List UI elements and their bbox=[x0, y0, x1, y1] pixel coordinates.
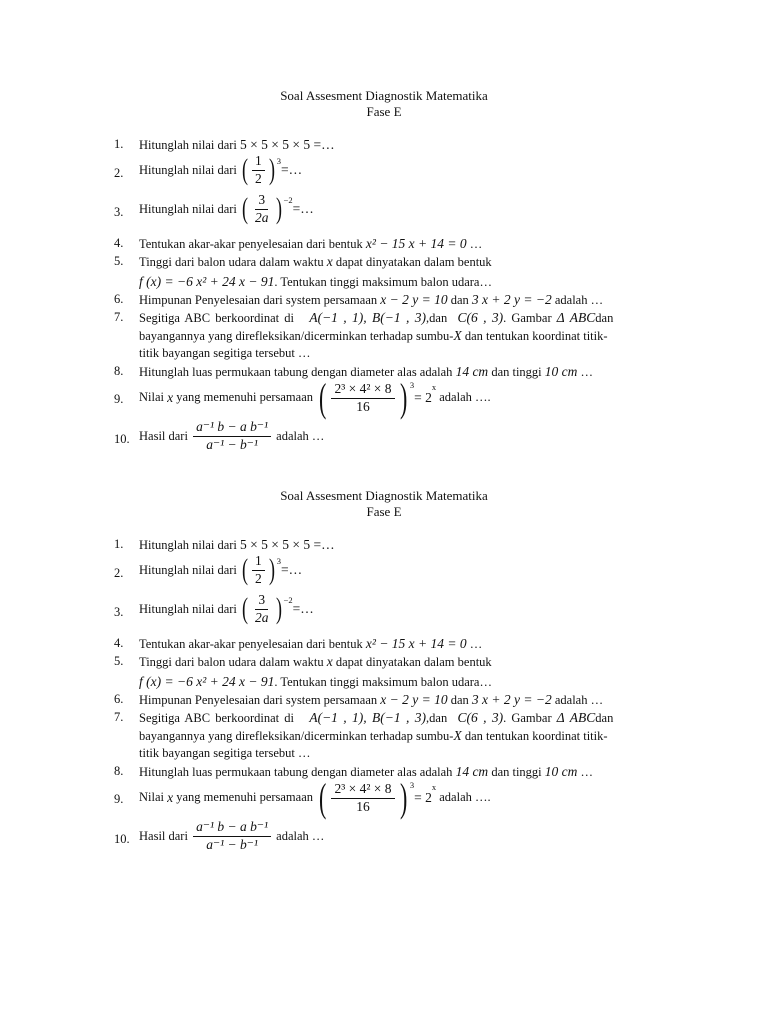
fraction-numerator: 2³ × 4² × 8 bbox=[331, 782, 394, 799]
math-expression: x − 2 y = 10 bbox=[380, 692, 448, 707]
question-number: 3. bbox=[114, 605, 124, 619]
math-expression: 5 × 5 × 5 × 5 =… bbox=[240, 137, 335, 152]
question-number: 5. bbox=[114, 654, 124, 668]
exponent: 3 bbox=[409, 380, 415, 390]
question-text: Hitunglah luas permukaan tabung dengan diameter alas adalah bbox=[139, 765, 453, 779]
math-expression: 5 × 5 × 5 × 5 =… bbox=[240, 537, 335, 552]
variable: x bbox=[326, 254, 333, 269]
question-text: dan tentukan koordinat titik- bbox=[461, 729, 608, 743]
question-text: adalah …. bbox=[439, 790, 491, 805]
math-expression: f (x) = −6 x² + 24 x − 91 bbox=[139, 274, 275, 289]
page-subtitle: Fase E bbox=[366, 104, 402, 119]
question-number: 6. bbox=[114, 292, 124, 306]
question-text: Himpunan Penyelesaian dari system persamaan bbox=[139, 293, 378, 307]
fraction-numerator: 3 bbox=[255, 593, 268, 610]
question-number: 7. bbox=[114, 310, 124, 324]
math-expression: x² − 15 x + 14 = 0 bbox=[365, 636, 467, 651]
math-expression: =… bbox=[281, 161, 303, 177]
fraction-denominator: 2a bbox=[255, 609, 269, 625]
question-text: dan tinggi bbox=[491, 765, 542, 779]
fraction-numerator: a⁻¹ b − a b⁻¹ bbox=[193, 820, 271, 837]
question-text: Tinggi dari balon udara dalam waktu bbox=[139, 655, 324, 669]
page-subtitle: Fase E bbox=[366, 504, 402, 519]
question-text: Hasil dari bbox=[139, 828, 188, 843]
math-expression: 3 x + 2 y = −2 bbox=[471, 292, 552, 307]
fraction-denominator: a⁻¹ − b⁻¹ bbox=[206, 436, 258, 452]
question-text: Hitunglah nilai dari bbox=[139, 562, 237, 577]
question-text: Segitiga ABC berkoordinat di bbox=[139, 711, 294, 725]
math-expression: A(−1 , 1), B(−1 , 3) bbox=[309, 710, 427, 725]
fraction-denominator: a⁻¹ − b⁻¹ bbox=[206, 836, 258, 852]
math-expression: 10 cm bbox=[544, 764, 578, 779]
question-text: Hitunglah nilai dari bbox=[139, 601, 237, 616]
question-number: 10. bbox=[114, 432, 130, 446]
question-text: dan tentukan koordinat titik- bbox=[461, 329, 608, 343]
question-text: dan bbox=[595, 711, 614, 725]
question-text: yang memenuhi persamaan bbox=[176, 390, 314, 405]
math-expression: = 2 bbox=[414, 389, 432, 405]
question-number: 2. bbox=[114, 566, 124, 580]
math-expression: =… bbox=[292, 200, 314, 216]
question-text: Hitunglah nilai dari bbox=[139, 162, 237, 177]
question-number: 8. bbox=[114, 764, 124, 778]
question-text: Tentukan akar-akar penyelesaian dari bentuk bbox=[139, 637, 363, 651]
question-text: dan tinggi bbox=[491, 365, 542, 379]
question-text: yang memenuhi persamaan bbox=[176, 790, 314, 805]
fraction-numerator: 1 bbox=[252, 154, 265, 171]
variable: X bbox=[453, 728, 462, 743]
question-number: 7. bbox=[114, 710, 124, 724]
question-text: adalah … bbox=[276, 428, 325, 443]
page-title: Soal Assesment Diagnostik Matematika bbox=[280, 488, 488, 503]
question-number: 4. bbox=[114, 636, 124, 650]
question-text: titik bayangan segitiga tersebut … bbox=[139, 346, 311, 360]
question-text: ,dan bbox=[426, 311, 448, 325]
question-text: Nilai bbox=[139, 790, 164, 805]
question-text: Hitunglah luas permukaan tabung dengan diameter alas adalah bbox=[139, 365, 453, 379]
question-number: 9. bbox=[114, 792, 124, 806]
exponent: 3 bbox=[276, 156, 282, 166]
question-text: adalah … bbox=[554, 293, 604, 307]
math-expression: Δ ABC bbox=[556, 710, 596, 725]
math-expression: = 2 bbox=[414, 789, 432, 805]
fraction-numerator: 3 bbox=[255, 193, 268, 210]
math-expression: 10 cm bbox=[544, 364, 578, 379]
question-number: 5. bbox=[114, 254, 124, 268]
question-text: . Tentukan tinggi maksimum balon udara… bbox=[274, 675, 492, 689]
math-expression: 3 x + 2 y = −2 bbox=[471, 692, 552, 707]
ellipsis: … bbox=[466, 237, 483, 251]
fraction-numerator: 1 bbox=[252, 554, 265, 571]
question-text: dan bbox=[450, 693, 469, 707]
variable: X bbox=[453, 328, 462, 343]
ellipsis: … bbox=[466, 637, 483, 651]
question-number: 1. bbox=[114, 537, 124, 551]
math-expression: x − 2 y = 10 bbox=[380, 292, 448, 307]
question-text: Tinggi dari balon udara dalam waktu bbox=[139, 255, 324, 269]
math-expression: =… bbox=[281, 561, 303, 577]
question-number: 1. bbox=[114, 137, 124, 151]
exponent: 3 bbox=[409, 780, 415, 790]
page-title: Soal Assesment Diagnostik Matematika bbox=[280, 88, 488, 103]
question-text: adalah … bbox=[276, 828, 325, 843]
question-number: 2. bbox=[114, 166, 124, 180]
math-expression: C(6 , 3) bbox=[457, 310, 504, 325]
exponent: x bbox=[431, 782, 437, 792]
question-number: 10. bbox=[114, 832, 130, 846]
question-text: titik bayangan segitiga tersebut … bbox=[139, 746, 311, 760]
question-number: 8. bbox=[114, 364, 124, 378]
question-text: dan bbox=[450, 293, 469, 307]
exponent: −2 bbox=[283, 595, 293, 605]
question-text: . Gambar bbox=[503, 311, 552, 325]
exponent: x bbox=[431, 382, 437, 392]
fraction-denominator: 16 bbox=[356, 398, 370, 414]
fraction-numerator: a⁻¹ b − a b⁻¹ bbox=[193, 420, 271, 437]
exponent: −2 bbox=[283, 195, 293, 205]
question-text: dan bbox=[595, 311, 614, 325]
fraction-denominator: 2 bbox=[255, 170, 262, 186]
variable: x bbox=[167, 789, 174, 805]
math-expression: Δ ABC bbox=[556, 310, 596, 325]
question-text: Segitiga ABC berkoordinat di bbox=[139, 311, 294, 325]
math-expression: x² − 15 x + 14 = 0 bbox=[365, 236, 467, 251]
math-expression: A(−1 , 1), B(−1 , 3) bbox=[309, 310, 427, 325]
fraction-denominator: 16 bbox=[356, 798, 370, 814]
question-text: adalah …. bbox=[439, 390, 491, 405]
question-text: bayangannya yang direfleksikan/dicerminkan terhadap sumbu- bbox=[139, 329, 454, 343]
question-text: ,dan bbox=[426, 711, 448, 725]
question-number: 6. bbox=[114, 692, 124, 706]
question-text: dapat dinyatakan dalam bentuk bbox=[335, 655, 492, 669]
question-text: adalah … bbox=[554, 693, 604, 707]
fraction-denominator: 2a bbox=[255, 209, 269, 225]
fraction-denominator: 2 bbox=[255, 570, 262, 586]
question-text: dapat dinyatakan dalam bentuk bbox=[335, 255, 492, 269]
math-expression: 14 cm bbox=[455, 364, 489, 379]
math-expression: f (x) = −6 x² + 24 x − 91 bbox=[139, 674, 275, 689]
question-text: Tentukan akar-akar penyelesaian dari bentuk bbox=[139, 237, 363, 251]
question-number: 9. bbox=[114, 392, 124, 406]
math-expression: 14 cm bbox=[455, 764, 489, 779]
fraction-numerator: 2³ × 4² × 8 bbox=[331, 382, 394, 399]
question-text: Hitunglah nilai dari bbox=[139, 138, 237, 152]
question-text: bayangannya yang direfleksikan/dicerminkan terhadap sumbu- bbox=[139, 729, 454, 743]
exponent: 3 bbox=[276, 556, 282, 566]
ellipsis: … bbox=[577, 365, 594, 379]
question-number: 3. bbox=[114, 205, 124, 219]
variable: x bbox=[326, 654, 333, 669]
question-text: . Tentukan tinggi maksimum balon udara… bbox=[274, 275, 492, 289]
question-text: Hitunglah nilai dari bbox=[139, 201, 237, 216]
math-expression: =… bbox=[292, 600, 314, 616]
question-number: 4. bbox=[114, 236, 124, 250]
math-expression: C(6 , 3) bbox=[457, 710, 504, 725]
question-text: Hitunglah nilai dari bbox=[139, 538, 237, 552]
variable: x bbox=[167, 389, 174, 405]
question-text: Hasil dari bbox=[139, 428, 188, 443]
ellipsis: … bbox=[577, 765, 594, 779]
question-text: . Gambar bbox=[503, 711, 552, 725]
question-text: Himpunan Penyelesaian dari system persamaan bbox=[139, 693, 378, 707]
document-page: Soal Assesment Diagnostik Matematika Fase E 1. Hitunglah nilai dari 5 × 5 × 5 × 5 =… 2. Hitunglah nilai dari ( $\frac{1}{2}$ ) 3 =… 3. Hitunglah nilai dari ( $\frac{3}{2a}$ ) −2 =… 4. Tentukan akar-akar penyelesaian dari bentuk x² − 15 x + 14 = 0 … 5. Tinggi dari balon udara dalam waktu x dapat dinyatakan dalam bentuk f (x) = −6 x² + 24 x − 91. Tentukan tinggi maksimum balon udara… 6. Himpunan Penyelesaian dari system persamaan x − 2 y = 10 dan 3 x + 2 y = −2 adalah … 7. Segitiga ABC berkoordinat di A(−1 , 1), B(−1 , 3),dan C(6 , 3). Gambar Δ ABCdan bayangannya yang direfleksikan/dicerminkan terhadap sumbu-X dan tentukan koordinat titik- titik bayangan segitiga tersebut … 8. Hitunglah luas permukaan tabung dengan diameter alas adalah 14 cm dan tinggi 10 cm … 9. Nilai x yang memenuhi persamaan ( $\frac{\text{2³ × 4² × 8}}{16}$ ) 3 = 2 x adalah …. 10. Hasil dari $\frac{\text{a⁻¹ b − a b⁻¹}}{\text{a⁻¹ − b⁻¹}}$ adalah … Soal Assesment Diagnostik Matematika Fase E 1. Hitunglah nilai dari 5 × 5 × 5 × 5 =… 2. Hitunglah nilai dari ( $\frac{1}{2}$ ) 3 =… 3. Hitunglah nilai dari ( $\frac{3}{2a}$ ) −2 =… 4. Tentukan akar-akar penyelesaian dari bentuk x² − 15 x + 14 = 0 … 5. Tinggi dari balon udara dalam waktu x dapat dinyatakan dalam bentuk f (x) = −6 x² + 24 x − 91. Tentukan tinggi maksimum balon udara… 6. Himpunan Penyelesaian dari system persamaan x − 2 y = 10 dan 3 x + 2 y = −2 adalah … 7. Segitiga ABC berkoordinat di A(−1 , 1), B(−1 , 3),dan C(6 , 3). Gambar Δ ABCdan bayangannya yang direfleksikan/dicerminkan terhadap sumbu-X dan tentukan koordinat titik- titik bayangan segitiga tersebut … 8. Hitunglah luas permukaan tabung dengan diameter alas adalah 14 cm dan tinggi 10 cm … 9. Nilai x yang memenuhi persamaan ( $\frac{\text{2³ × 4² × 8}}{16}$ ) 3 = 2 x adalah …. 10. Hasil dari $\frac{\text{a⁻¹ b − a b⁻¹}}{\text{a⁻¹ − b⁻¹}}$ adalah … bbox=[0, 0, 768, 1024]
question-text: Nilai bbox=[139, 390, 164, 405]
